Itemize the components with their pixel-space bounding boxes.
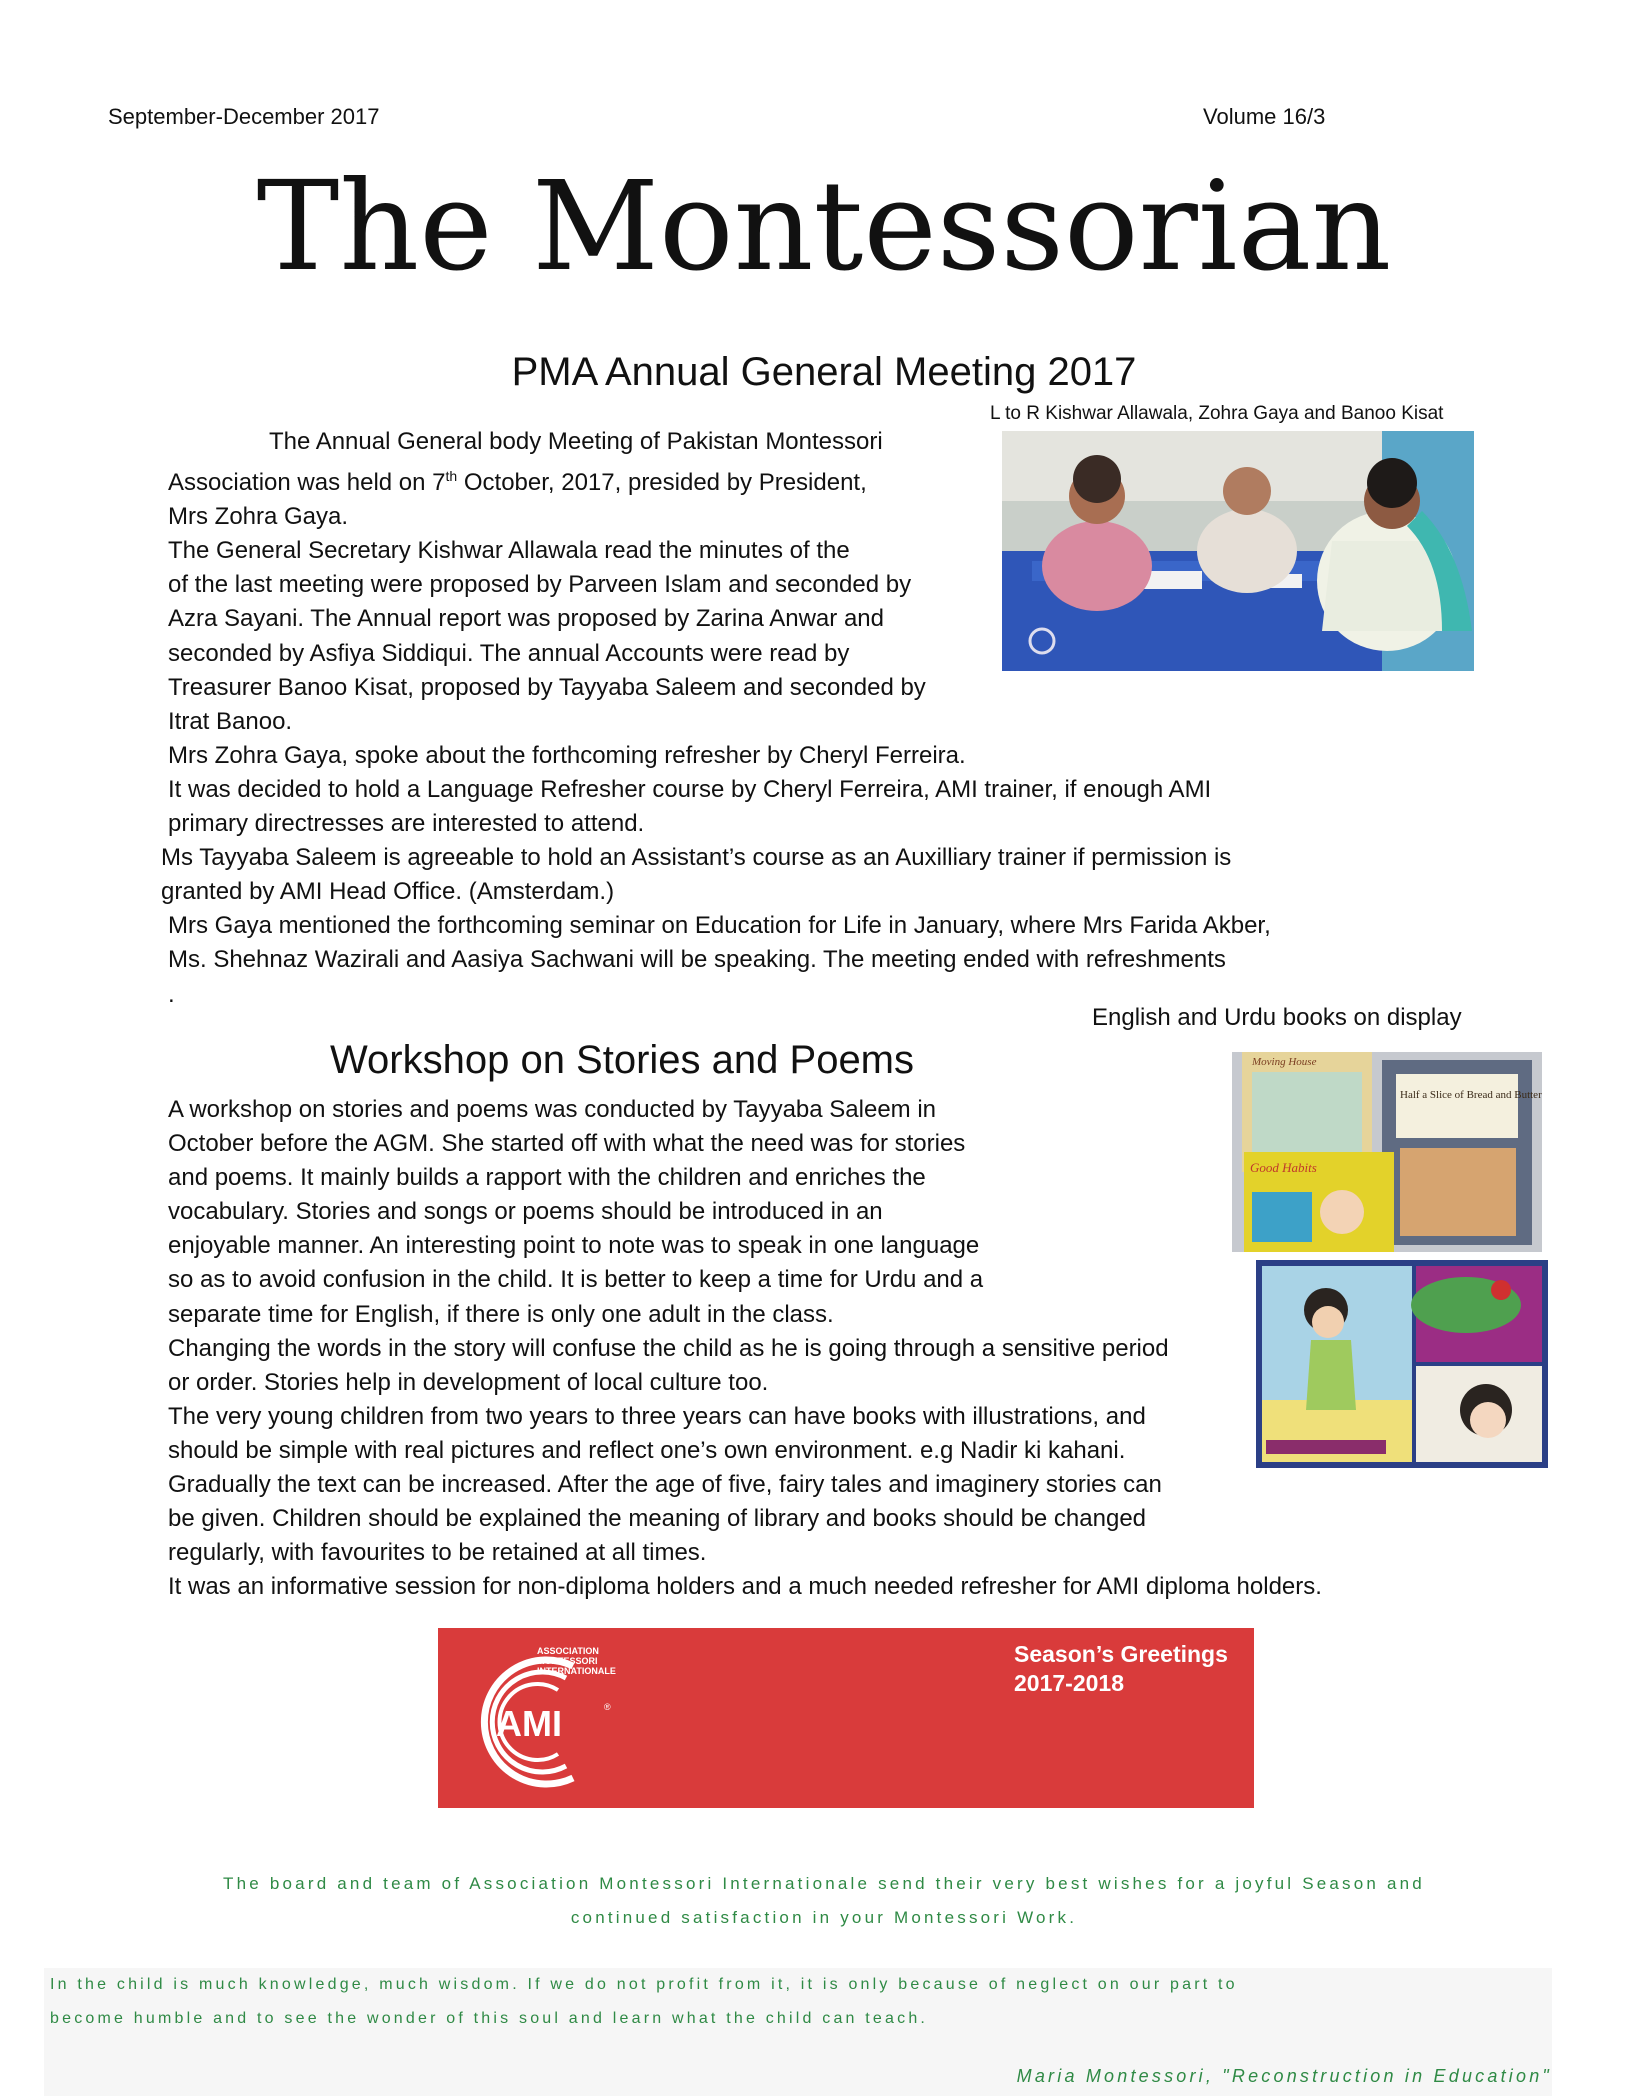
wishes-line: continued satisfaction in your Montessori Work. [570,1908,1078,1927]
workshop-line: or order. Stories help in development of local culture too. [168,1368,769,1396]
book-title: Half a Slice of Bread and Butter [1400,1089,1542,1101]
workshop-heading: Workshop on Stories and Poems [330,1038,915,1082]
agm-line: The General Secretary Kishwar Allawala read the minutes of the [168,537,850,565]
book-title: Moving House [1252,1056,1317,1068]
agm-line-part: October, 2017, presided by President, [457,469,867,497]
greeting-years: 2017-2018 [1014,1670,1124,1696]
issue-date: September-December 2017 [108,104,380,129]
agm-line: It was decided to hold a Language Refresher course by Cheryl Ferreira, AMI trainer, if enough AMI [168,775,1212,803]
workshop-line: vocabulary. Stories and songs or poems should be introduced in an [168,1198,883,1226]
agm-line [168,459,998,500]
workshop-line: October before the AGM. She started off with what the need was for stories [168,1130,966,1158]
volume-number: Volume 16/3 [1203,104,1326,129]
agm-heading: PMA Annual General Meeting 2017 [511,350,1137,394]
agm-line: The Annual General body Meeting of Pakistan Montessori [269,428,883,455]
agm-line: Azra Sayani. The Annual report was proposed by Zarina Anwar and [168,605,884,633]
workshop-line: Gradually the text can be increased. After the age of five, fairy tales and imaginery stories can [168,1471,1162,1499]
agm-line: Itrat Banoo. [168,707,293,735]
quote-attribution: Maria Montessori, "Reconstruction in Education" [1016,2066,1552,2086]
quote-line: In the child is much knowledge, much wisdom. If we do not profit from it, it is only because of neglect on our part to [50,1976,1238,1993]
books-photo-caption: English and Urdu books on display [1092,1004,1462,1031]
agm-meeting-photo [1002,431,1474,671]
ordinal-suffix: th [445,468,458,485]
newsletter-title: The Montessorian [256,155,1392,299]
agm-photo-illustration [1002,431,1474,671]
ami-org-line: ASSOCIATION [537,1646,599,1656]
agm-line: of the last meeting were proposed by Parveen Islam and seconded by [168,571,912,599]
agm-line-part: Association was held on 7 [168,469,446,497]
book-title: Good Habits [1250,1160,1317,1175]
workshop-line: regularly, with favourites to be retained at all times. [168,1539,707,1567]
workshop-line: enjoyable manner. An interesting point to note was to speak in one language [168,1232,980,1260]
ami-logo [438,1628,1254,1808]
workshop-line: The very young children from two years to three years can have books with illustrations, and [168,1402,1146,1430]
workshop-line: should be simple with real pictures and reflect one’s own environment. e.g Nadir ki kahani. [168,1436,1126,1464]
ami-logo-text: AMI [496,1703,562,1744]
agm-line: Mrs Zohra Gaya, spoke about the forthcoming refresher by Cheryl Ferreira. [168,741,966,769]
workshop-line: be given. Children should be explained the meaning of library and books should be changed [168,1505,1147,1533]
agm-line: granted by AMI Head Office. (Amsterdam.) [161,878,615,906]
agm-line: Ms Tayyaba Saleem is agreeable to hold an Assistant’s course as an Auxilliary trainer if permission is [161,844,1232,872]
workshop-line: Changing the words in the story will confuse the child as he is going through a sensitive period [168,1334,1169,1362]
ami-org-line: MONTESSORI [537,1656,598,1666]
workshop-line: so as to avoid confusion in the child. It is better to keep a time for Urdu and a [168,1266,984,1294]
wishes-line: The board and team of Association Montessori Internationale send their very best wishes for a joyful Season and [223,1874,1425,1893]
quote-line: become humble and to see the wonder of this soul and learn what the child can teach. [50,2010,929,2027]
workshop-paragraph [168,1093,1468,1604]
greeting-title: Season’s Greetings [1014,1641,1228,1667]
workshop-line: It was an informative session for non-diploma holders and a much needed refresher for AMI diploma holders. [168,1573,1322,1601]
workshop-line: separate time for English, if there is only one adult in the class. [168,1300,834,1328]
agm-line: Ms. Shehnaz Wazirali and Aasiya Sachwani will be speaking. The meeting ended with refreshments [168,946,1226,974]
registered-mark: ® [604,1702,611,1712]
agm-line: seconded by Asfiya Siddiqui. The annual Accounts were read by [168,639,850,667]
agm-line: Mrs Gaya mentioned the forthcoming seminar on Education for Life in January, where Mrs Farida Akber, [168,912,1271,940]
ami-greetings-banner [438,1628,1254,1808]
workshop-line: A workshop on stories and poems was conducted by Tayyaba Saleem in [168,1096,936,1123]
agm-line: . [168,980,175,1008]
agm-paragraph [161,425,1271,1012]
agm-line: Mrs Zohra Gaya. [168,503,349,531]
agm-line: primary directresses are interested to attend. [168,810,645,838]
workshop-line: and poems. It mainly builds a rapport with the children and enriches the [168,1164,926,1192]
agm-photo-caption: L to R Kishwar Allawala, Zohra Gaya and Banoo Kisat [990,403,1444,424]
ami-org-line: INTERNATIONALE [537,1666,616,1676]
agm-line: Treasurer Banoo Kisat, proposed by Tayyaba Saleem and seconded by [168,673,926,701]
